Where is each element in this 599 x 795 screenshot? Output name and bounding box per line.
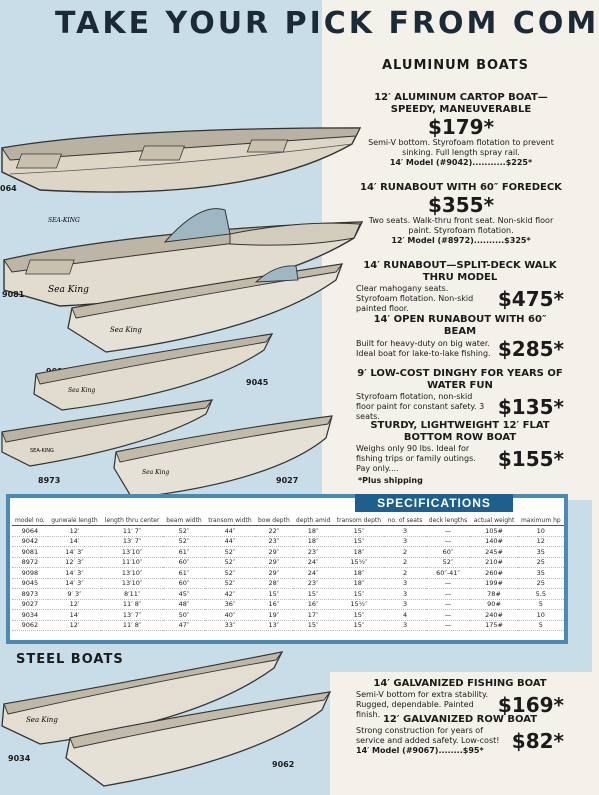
product-title: 9′ LOW-COST DINGHY FOR YEARS OF WATER FUN — [357, 368, 563, 391]
table-cell: 9027 — [12, 599, 48, 610]
table-cell: 3 — [384, 589, 425, 600]
table-cell: 15″ — [293, 589, 334, 600]
table-cell: 140# — [470, 536, 517, 547]
table-cell: 60″ — [163, 578, 205, 589]
table-cell: 23″ — [293, 547, 334, 558]
column-header: no. of seats — [384, 516, 425, 526]
table-cell: 52″ — [426, 557, 471, 568]
table-cell: 44″ — [205, 526, 255, 537]
table-cell: 9064 — [12, 526, 48, 537]
column-header: gunwale length — [48, 516, 101, 526]
product-price: $475* — [497, 287, 564, 311]
product-model-note: 12′ Model (#8972)..........$325* — [391, 236, 531, 245]
product-open-runabout — [356, 314, 564, 360]
table-cell: 12′ — [48, 620, 101, 631]
table-cell: 13′10″ — [101, 578, 163, 589]
product-description: Styrofoam flotation, non-skid floor paint for constant safety. 3 seats. — [356, 392, 485, 421]
table-cell: 52″ — [205, 568, 255, 579]
product-price: $155* — [497, 447, 564, 471]
table-cell: 199# — [470, 578, 517, 589]
table-cell: 47″ — [163, 620, 205, 631]
table-cell: — — [426, 610, 471, 621]
table-cell: 12′ — [48, 599, 101, 610]
table-cell: 8′11″ — [101, 589, 163, 600]
table-cell: 12′ 3″ — [48, 557, 101, 568]
product-price: $135* — [497, 395, 564, 419]
table-cell: 24″ — [293, 557, 334, 568]
table-cell: 9034 — [12, 610, 48, 621]
table-cell: 19″ — [255, 610, 293, 621]
table-cell: — — [426, 536, 471, 547]
table-cell: 8973 — [12, 589, 48, 600]
table-cell: 4 — [384, 610, 425, 621]
specifications-table — [12, 516, 564, 631]
table-cell: 5.5 — [518, 589, 564, 600]
product-description: Semi-V bottom for extra stability. Rugged, dependable. Painted finish. — [356, 690, 489, 719]
boat-illustration-9027 — [112, 412, 334, 500]
table-cell: 29″ — [255, 557, 293, 568]
table-row — [12, 589, 564, 600]
boat-label-8973: 8973 — [38, 476, 61, 485]
table-cell: — — [426, 589, 471, 600]
table-cell: 52″ — [205, 578, 255, 589]
table-cell: 15″ — [255, 589, 293, 600]
table-cell: 52″ — [163, 526, 205, 537]
table-cell: — — [426, 599, 471, 610]
table-cell: 90# — [470, 599, 517, 610]
table-cell: 29″ — [255, 547, 293, 558]
table-cell: 24″ — [293, 568, 334, 579]
table-cell: 45″ — [163, 589, 205, 600]
product-title: STURDY, LIGHTWEIGHT 12′ FLAT BOTTOM ROW BOAT — [370, 420, 550, 443]
table-cell: 33″ — [205, 620, 255, 631]
table-cell: 42″ — [205, 589, 255, 600]
table-cell: 10 — [518, 610, 564, 621]
column-header: bow depth — [255, 516, 293, 526]
table-cell: — — [426, 526, 471, 537]
table-cell: 2 — [384, 557, 425, 568]
product-model-note: 14′ Model (#9067)........$95* — [356, 746, 484, 755]
table-cell: 16″ — [255, 599, 293, 610]
table-cell: 9′ 3″ — [48, 589, 101, 600]
boat-label-9027: 9027 — [276, 476, 299, 485]
table-cell: 44″ — [205, 536, 255, 547]
boat-name-sea-king: SEA-KING — [30, 448, 54, 454]
product-description: Weighs only 90 lbs. Ideal for fishing trips or family outings. Pay only.... — [356, 444, 476, 473]
table-cell: 15″ — [333, 589, 384, 600]
product-galvanized-row-boat — [356, 714, 564, 755]
table-cell: 15″ — [333, 536, 384, 547]
table-cell: 11′ 8″ — [101, 599, 163, 610]
table-cell: 52″ — [163, 536, 205, 547]
table-cell: 3 — [384, 620, 425, 631]
table-cell: 78# — [470, 589, 517, 600]
column-header: length thru center — [101, 516, 163, 526]
product-title: 14′ RUNABOUT—SPLIT-DECK WALK THRU MODEL — [363, 260, 557, 283]
table-cell: 61″ — [163, 547, 205, 558]
boat-name-script: Sea King — [110, 326, 142, 334]
product-price: $179* — [427, 115, 495, 139]
product-description: Built for heavy-duty on big water. Ideal boat for lake-to-lake fishing. — [356, 339, 491, 358]
steel-boats-title: STEEL BOATS — [16, 652, 124, 667]
table-cell: 11′ 7″ — [101, 526, 163, 537]
table-cell: 13′ 7″ — [101, 536, 163, 547]
boat-name-script: Sea King — [142, 469, 170, 476]
table-cell: 5 — [518, 599, 564, 610]
table-cell: 18″ — [333, 578, 384, 589]
table-cell: 61″ — [163, 568, 205, 579]
table-cell: 105# — [470, 526, 517, 537]
table-cell: 14′ — [48, 610, 101, 621]
boat-name-script: Sea King — [26, 716, 58, 724]
table-cell: 13′10″ — [101, 568, 163, 579]
table-cell: 15″ — [333, 526, 384, 537]
boat-label-9081: 9081 — [2, 290, 25, 299]
table-row — [12, 578, 564, 589]
boat-illustration-9062 — [64, 688, 332, 788]
table-cell: 5 — [518, 620, 564, 631]
table-cell: 14′ 3″ — [48, 547, 101, 558]
table-header-row — [12, 516, 564, 526]
product-row-boat — [356, 420, 564, 474]
table-cell: 3 — [384, 578, 425, 589]
product-price: $82* — [511, 728, 564, 753]
table-cell: 36″ — [205, 599, 255, 610]
table-cell: 18″ — [293, 536, 334, 547]
table-cell: 29″ — [255, 568, 293, 579]
table-cell: 23″ — [255, 536, 293, 547]
table-cell: 14′ 3″ — [48, 578, 101, 589]
table-cell: 175# — [470, 620, 517, 631]
table-cell: 60″ — [163, 557, 205, 568]
table-row — [12, 610, 564, 621]
table-cell: 210# — [470, 557, 517, 568]
product-title: 12′ ALUMINUM CARTOP BOAT—SPEEDY, MANEUVERABLE — [374, 92, 548, 115]
table-cell: 18″ — [333, 547, 384, 558]
table-cell: 12 — [518, 536, 564, 547]
table-cell: 52″ — [205, 557, 255, 568]
product-cartop-boat — [366, 92, 556, 167]
table-cell: 9045 — [12, 578, 48, 589]
aluminum-boats-title: ALUMINUM BOATS — [382, 58, 530, 73]
product-description: Strong construction for years of service and added safety. Low-cost! — [356, 726, 500, 745]
table-cell: 13′ 7″ — [101, 610, 163, 621]
table-cell: 9098 — [12, 568, 48, 579]
table-row — [12, 547, 564, 558]
table-cell: 14′ 3″ — [48, 568, 101, 579]
table-cell: 25 — [518, 557, 564, 568]
table-row — [12, 526, 564, 537]
table-cell: 3 — [384, 526, 425, 537]
table-cell: 9081 — [12, 547, 48, 558]
boat-label-9062: 9062 — [272, 760, 295, 769]
product-title: 12′ GALVANIZED ROW BOAT — [382, 714, 538, 725]
table-cell: 23″ — [293, 578, 334, 589]
table-cell: 15″ — [333, 610, 384, 621]
table-cell: 15″ — [293, 620, 334, 631]
headline: TAKE YOUR PICK FROM COM — [55, 6, 599, 41]
product-model-note: 14′ Model (#9042)...........$225* — [389, 158, 533, 167]
product-split-deck-runabout — [356, 260, 564, 314]
table-cell: 22″ — [255, 526, 293, 537]
table-cell: 17″ — [293, 610, 334, 621]
product-price: $169* — [497, 693, 564, 717]
table-row — [12, 557, 564, 568]
product-title: 14′ GALVANIZED FISHING BOAT — [373, 678, 547, 689]
table-cell: 50″ — [163, 610, 205, 621]
table-cell: 40″ — [205, 610, 255, 621]
product-description: Semi-V bottom. Styrofoam flotation to prevent sinking. Full length spray rail. — [368, 138, 554, 157]
column-header: transom width — [205, 516, 255, 526]
product-price: $285* — [497, 337, 564, 361]
table-cell: 15″ — [333, 620, 384, 631]
boat-label-9034: 9034 — [8, 754, 31, 763]
table-cell: 28″ — [255, 578, 293, 589]
boat-name-sea-king: SEA-KING — [48, 217, 80, 224]
shipping-note: *Plus shipping — [358, 476, 423, 485]
table-cell: 15½″ — [333, 599, 384, 610]
table-cell: 2 — [384, 568, 425, 579]
table-cell: 245# — [470, 547, 517, 558]
table-cell: 240# — [470, 610, 517, 621]
table-cell: 13′10″ — [101, 547, 163, 558]
table-cell: — — [426, 578, 471, 589]
table-cell: 8972 — [12, 557, 48, 568]
product-title: 14′ OPEN RUNABOUT WITH 60″ BEAM — [373, 314, 547, 337]
column-header: deck lengths — [426, 516, 471, 526]
boat-name-script: Sea King — [68, 387, 96, 394]
table-cell: 35 — [518, 568, 564, 579]
table-cell: 11′ 8″ — [101, 620, 163, 631]
table-row — [12, 568, 564, 579]
product-dinghy — [356, 368, 564, 422]
table-cell: 48″ — [163, 599, 205, 610]
column-header: transom depth — [333, 516, 384, 526]
table-cell: 3 — [384, 599, 425, 610]
column-header: beam width — [163, 516, 205, 526]
column-header: actual weight — [470, 516, 517, 526]
table-cell: 60″ — [426, 547, 471, 558]
column-header: maximum hp — [518, 516, 564, 526]
table-cell: — — [426, 620, 471, 631]
boat-name-script: Sea King — [48, 285, 89, 295]
table-cell: 260# — [470, 568, 517, 579]
table-cell: 18″ — [333, 568, 384, 579]
column-header: model no. — [12, 516, 48, 526]
boat-label-064: 064 — [0, 184, 17, 193]
table-cell: 18″ — [293, 526, 334, 537]
table-cell: 11′10″ — [101, 557, 163, 568]
table-row — [12, 620, 564, 631]
specifications-table-body — [12, 526, 564, 631]
table-cell: 25 — [518, 578, 564, 589]
table-cell: 9062 — [12, 620, 48, 631]
table-cell: 10 — [518, 526, 564, 537]
product-runabout-foredeck — [358, 182, 564, 245]
table-cell: 35 — [518, 547, 564, 558]
specifications-title: SPECIFICATIONS — [355, 494, 513, 512]
table-cell: 13″ — [255, 620, 293, 631]
table-cell: 16″ — [293, 599, 334, 610]
table-cell: 9042 — [12, 536, 48, 547]
boat-label-9045: 9045 — [246, 378, 269, 387]
table-row — [12, 599, 564, 610]
product-title: 14′ RUNABOUT WITH 60″ FOREDECK — [360, 182, 562, 193]
column-header: depth amid — [293, 516, 334, 526]
product-price: $355* — [427, 193, 495, 217]
table-cell: 52″ — [205, 547, 255, 558]
table-cell: 3 — [384, 536, 425, 547]
product-description: Two seats. Walk-thru front seat. Non-skid floor paint. Styrofoam flotation. — [368, 216, 554, 235]
table-cell: 12′ — [48, 526, 101, 537]
product-description: Clear mahogany seats. Styrofoam flotation. Non-skid painted floor. — [356, 284, 474, 313]
table-cell: 15½″ — [333, 557, 384, 568]
table-cell: 2 — [384, 547, 425, 558]
table-cell: 60″-41″ — [426, 568, 471, 579]
table-row — [12, 536, 564, 547]
table-cell: 14′ — [48, 536, 101, 547]
